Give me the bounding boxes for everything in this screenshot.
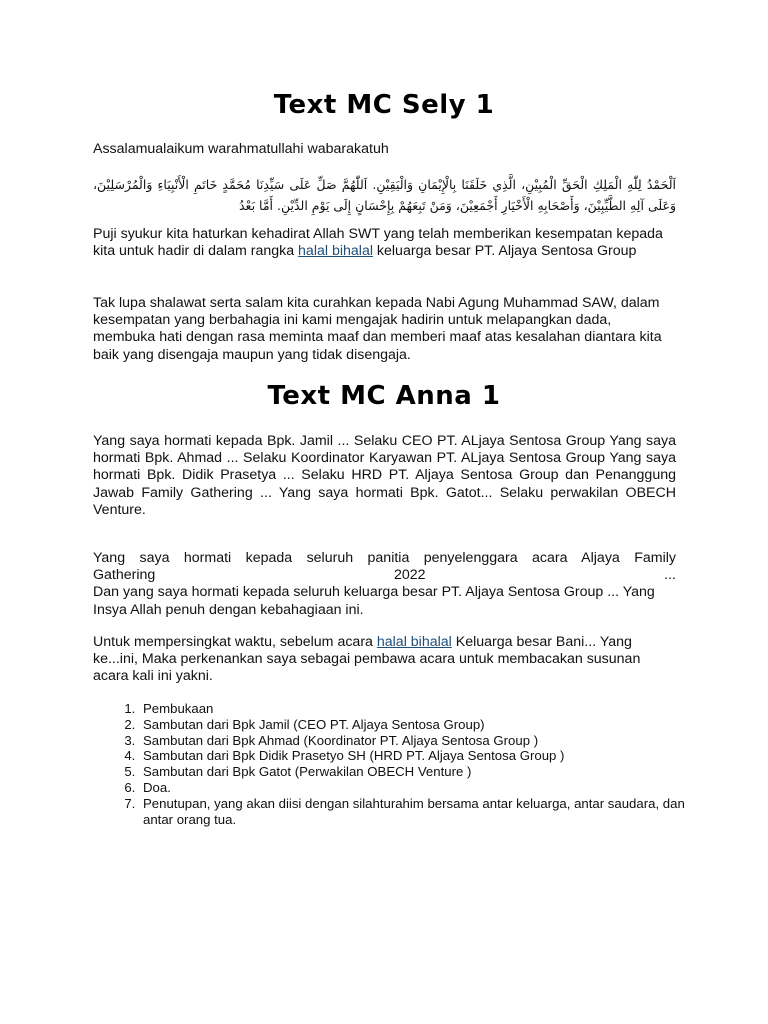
agenda-item-5: 5. Sambutan dari Bpk Gatot (Perwakilan OBECH Venture ) <box>139 764 699 780</box>
section-title-anna: Text MC Anna 1 <box>267 381 501 411</box>
committee-line-2 <box>93 567 676 584</box>
paragraph-opening-text-a: Puji syukur kita haturkan kehadirat Allah SWT yang telah memberikan kesempatan kepada kita untuk hadir di dalam rangka <box>93 226 663 260</box>
committee-word-ellipsis: ... <box>664 567 676 584</box>
agenda-list <box>93 701 699 827</box>
agenda-item-3: 3. Sambutan dari Bpk Ahmad (Koordinator PT. Aljaya Sentosa Group ) <box>139 733 699 749</box>
intro-agenda-text-b: Keluarga besar Bani... Yang ke...ini, Maka perkenankan saya sebagai pembawa acara untuk membacakan susunan acara kali ini yakni. <box>93 634 641 685</box>
paragraph-honorifics: Yang saya hormati kepada Bpk. Jamil ... Selaku CEO PT. ALjaya Sentosa Group Yang saya hormati Bpk. Ahmad ... Selaku Koordinator Karyawan PT. ALjaya Sentosa Group Yang saya hormati Bpk. Didik Prasetya ... Selaku HRD PT. Aljaya Sentosa Group dan Penanggung Jawab Family Gathering ... Yang saya hormati Bpk. Gatot... Selaku perwakilan OBECH Venture. <box>93 433 676 518</box>
paragraph-shalawat: Tak lupa shalawat serta salam kita curahkan kepada Nabi Agung Muhammad SAW, dalam kesempatan yang berbahagia ini kami mengajak hadirin untuk melapangkan dada, membuka hati dengan rasa meminta maaf dan memberi maaf atas kesalahan diantara kita baik yang disengaja maupun yang tidak disengaja. <box>93 295 662 363</box>
committee-word-gathering: Gathering <box>93 567 156 584</box>
paragraph-intro-agenda <box>93 634 676 686</box>
agenda-item-6: 6. Doa. <box>139 780 699 796</box>
halal-bihalal-link-2[interactable]: halal bihalal <box>376 634 452 650</box>
halal-bihalal-link-1[interactable]: halal bihalal <box>298 243 373 260</box>
paragraph-opening-text-b: keluarga besar PT. Aljaya Sentosa Group <box>372 243 637 260</box>
greeting-text: Assalamualaikum warahmatullahi wabarakatuh <box>93 141 389 157</box>
paragraph-opening <box>93 226 676 260</box>
agenda-item-2: 2. Sambutan dari Bpk Jamil (CEO PT. Aljaya Sentosa Group) <box>139 717 699 733</box>
paragraph-committee <box>93 550 676 619</box>
committee-rest: Dan yang saya hormati kepada seluruh keluarga besar PT. Aljaya Sentosa Group ... Yang Insya Allah penuh dengan kebahagiaan ini. <box>93 584 655 618</box>
agenda-item-4: 4. Sambutan dari Bpk Didik Prasetyo SH (HRD PT. Aljaya Sentosa Group ) <box>139 748 699 764</box>
arabic-opening-text: اَلْحَمْدُ لِلّٰهِ الْمَلِكِ الْحَقِّ الْمُبِيْنِ، الَّذِي خَلَقَنَا بِالْإِيْمَانِ وَالْيَقِيْنِ. اَللّٰهُمَّ صَلِّ عَلَى سَيِّدِنَا مُحَمَّدٍ خَاتَمِ الْأَنْبِيَاءِ وَالْمُرْسَلِيْنَ، وَعَلَى آلِهِ الطَّيِّبِيْنَ، وَأَصْحَابِهِ الْأَخْيَارِ أَجْمَعِيْنَ، وَمَنْ تَبِعَهُمْ بِإِحْسَانٍ إِلَى يَوْمِ الدِّيْنِ. أَمَّا بَعْدُ <box>93 177 676 213</box>
intro-agenda-text-a: Untuk mempersingkat waktu, sebelum acara <box>93 634 377 650</box>
agenda-item-1: 1. Pembukaan <box>139 701 699 717</box>
committee-line-1: Yang saya hormati kepada seluruh panitia penyelenggara acara Aljaya Family <box>93 550 676 566</box>
agenda-item-7: 7. Penutupan, yang akan diisi dengan silahturahim bersama antar keluarga, antar saudara, dan antar orang tua. <box>139 796 699 828</box>
section-title-sely: Text MC Sely 1 <box>273 90 495 120</box>
committee-word-year: 2022 <box>393 567 426 584</box>
